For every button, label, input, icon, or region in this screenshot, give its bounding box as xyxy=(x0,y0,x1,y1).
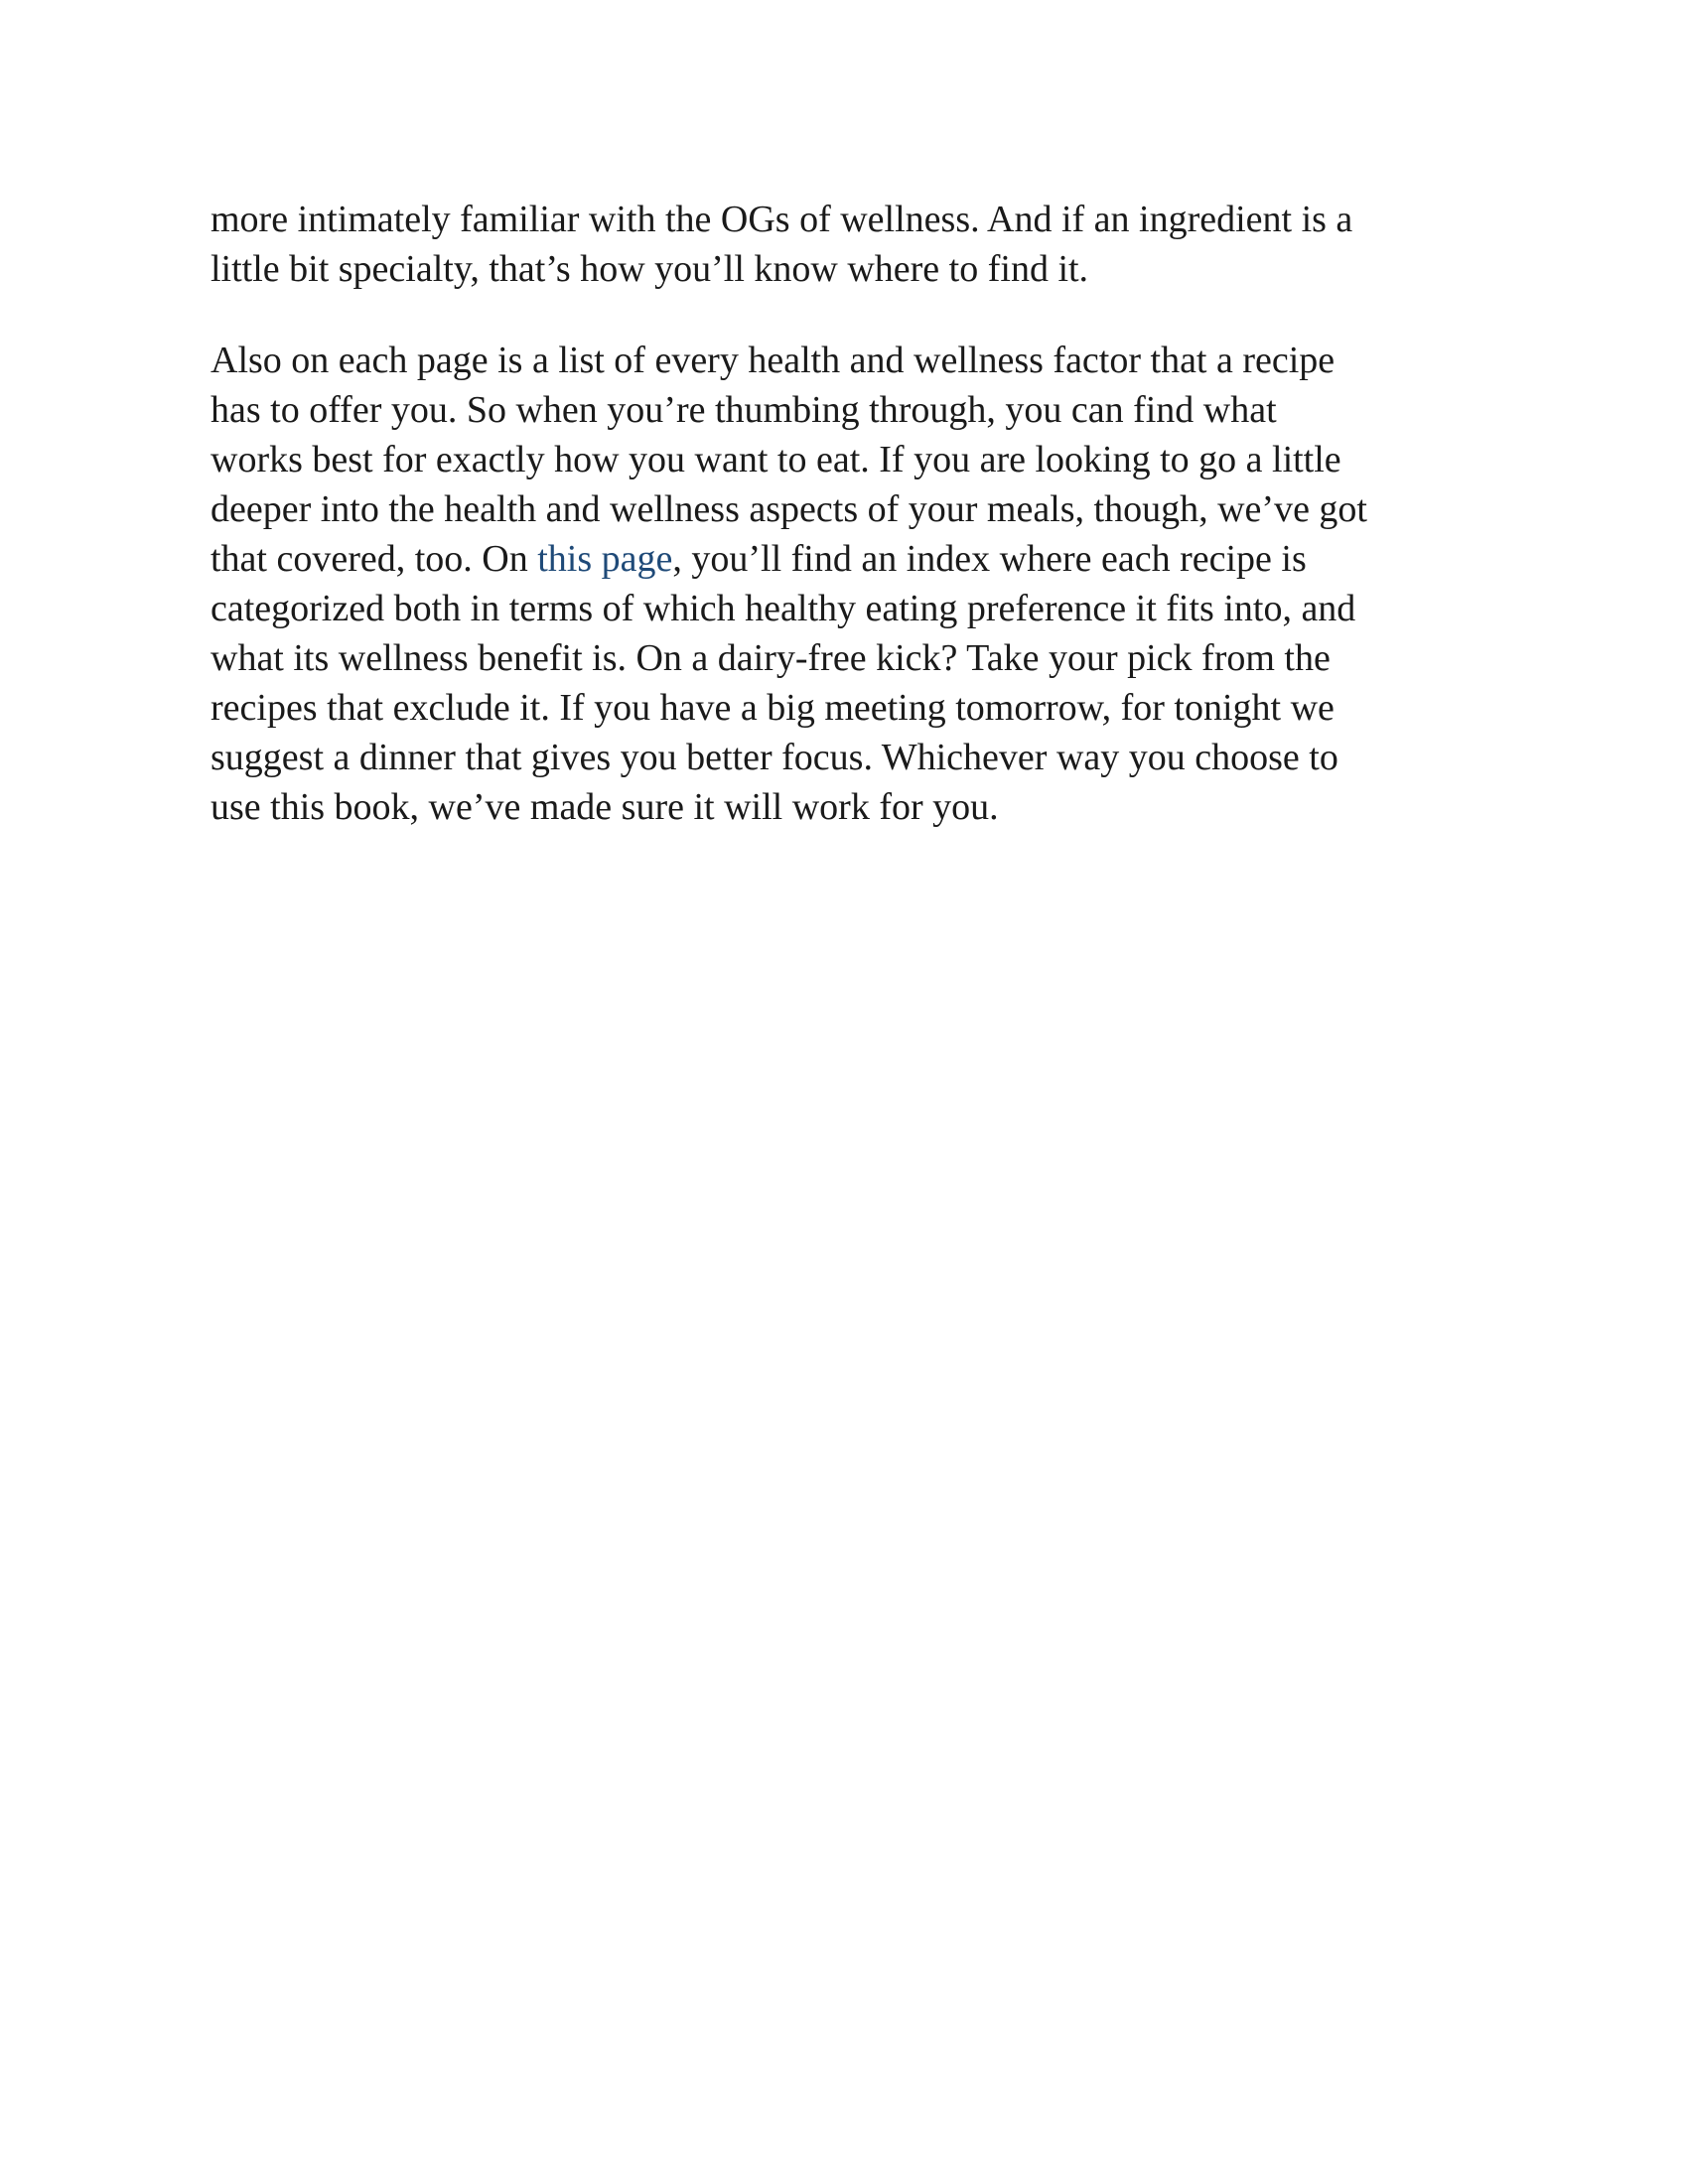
text-line: recipes that exclude it. If you have a big meeting tomorrow, for tonight we xyxy=(211,687,1335,729)
text-line: has to offer you. So when you’re thumbing through, you can find what xyxy=(211,389,1277,431)
text-line: Also on each page is a list of every health and wellness factor that a recipe xyxy=(211,340,1336,381)
text-line: little bit specialty, that’s how you’ll know where to find it. xyxy=(211,248,1089,290)
text-line: categorized both in terms of which healthy eating preference it fits into, and xyxy=(211,588,1356,629)
this-page-link[interactable]: this page xyxy=(537,538,673,580)
text-line: use this book, we’ve made sure it will work for you. xyxy=(211,786,999,828)
text-line: what its wellness benefit is. On a dairy-free kick? Take your pick from the xyxy=(211,637,1331,679)
text-segment: , you’ll find an index where each recipe is xyxy=(672,538,1307,580)
text-line-with-link xyxy=(211,534,1481,584)
text-segment: that covered, too. On xyxy=(211,538,538,580)
text-line: works best for exactly how you want to eat. If you are looking to go a little xyxy=(211,439,1341,480)
paragraph-2 xyxy=(211,336,1481,832)
text-line: deeper into the health and wellness aspects of your meals, though, we’ve got xyxy=(211,488,1367,530)
text-line: suggest a dinner that gives you better focus. Whichever way you choose to xyxy=(211,737,1338,778)
text-line: more intimately familiar with the OGs of wellness. And if an ingredient is a xyxy=(211,199,1353,240)
paragraph-1 xyxy=(211,195,1481,294)
body-text xyxy=(211,195,1481,874)
